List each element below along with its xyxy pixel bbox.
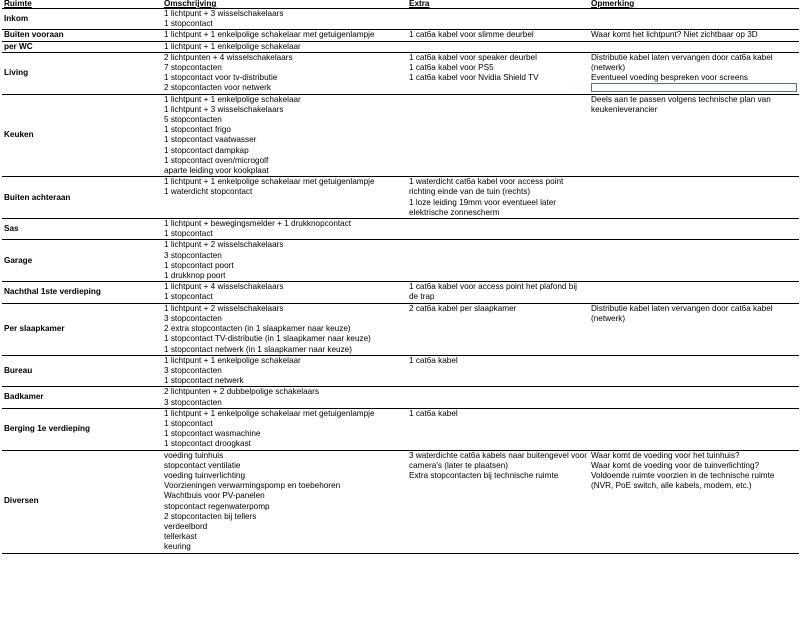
- omschrijving-line: 2 lichtpunten + 4 wisselschakelaars: [164, 52, 293, 62]
- extra-cell[interactable]: [407, 387, 589, 408]
- table-row: [2, 303, 799, 355]
- omschrijving-cell[interactable]: [162, 9, 407, 30]
- omschrijving-line: 5 stopcontacten: [164, 115, 222, 125]
- omschrijving-line: 1 lichtpunt + bewegingsmelder + 1 drukknopcontact: [164, 219, 352, 229]
- table-row: [2, 52, 799, 94]
- header-opmerking[interactable]: Opmerking: [589, 0, 799, 9]
- table-row: [2, 219, 799, 240]
- omschrijving-cell[interactable]: [162, 282, 407, 303]
- omschrijving-line: 1 stopcontact voor tv-distributie: [164, 73, 278, 83]
- opmerking-cell[interactable]: [589, 41, 799, 52]
- extra-line: 3 waterdichte cat6a kabels naar buitengevel voor camera's (later te plaatsen): [409, 450, 587, 470]
- extra-cell[interactable]: [407, 30, 589, 41]
- extra-line: Extra stopcontacten bij technische ruimte: [409, 470, 559, 480]
- omschrijving-line: 1 lichtpunt + 1 enkelpolige schakelaar met getuigenlampje: [164, 408, 375, 418]
- table-row: [2, 450, 799, 553]
- omschrijving-cell[interactable]: [162, 303, 407, 355]
- room-cell[interactable]: Per slaapkamer: [2, 303, 162, 355]
- opmerking-line: Distributie kabel laten vervangen door cat6a kabel (netwerk): [591, 303, 773, 323]
- omschrijving-line: aparte leiding voor kookplaat: [164, 166, 269, 176]
- opmerking-cell[interactable]: [589, 303, 799, 355]
- omschrijving-line: 1 waterdicht stopcontact: [164, 187, 253, 197]
- omschrijving-line: 1 stopcontact: [164, 418, 213, 428]
- header-extra[interactable]: Extra: [407, 0, 589, 9]
- opmerking-line: Waar komt de voeding voor de tuinverlichting?: [591, 460, 760, 470]
- omschrijving-line: voeding tuinhuis: [164, 450, 224, 460]
- omschrijving-line: 1 stopcontact netwerk: [164, 376, 244, 386]
- omschrijving-line: 1 lichtpunt + 1 enkelpolige schakelaar: [164, 41, 301, 51]
- extra-cell[interactable]: [407, 41, 589, 52]
- omschrijving-line: 1 stopcontact frigo: [164, 125, 231, 135]
- opmerking-cell[interactable]: [589, 219, 799, 240]
- omschrijving-line: Wachtbuis voor PV-panelen: [164, 491, 265, 501]
- extra-line: 1 cat6a kabel: [409, 408, 458, 418]
- table-row: [2, 177, 799, 219]
- extra-cell[interactable]: [407, 303, 589, 355]
- opmerking-cell[interactable]: [589, 408, 799, 450]
- omschrijving-line: 1 lichtpunt + 2 wisselschakelaars: [164, 240, 284, 250]
- omschrijving-cell[interactable]: [162, 408, 407, 450]
- table-row: [2, 41, 799, 52]
- omschrijving-line: 1 lichtpunt + 3 wisselschakelaars: [164, 104, 284, 114]
- opmerking-line: Deels aan te passen volgens technische plan van keukenleverancier: [591, 94, 771, 114]
- omschrijving-line: 3 stopcontacten: [164, 250, 222, 260]
- omschrijving-line: 1 stopcontact netwerk (in 1 slaapkamer naar keuze): [164, 344, 352, 354]
- room-cell[interactable]: per WC: [2, 41, 162, 52]
- opmerking-line: Voldoende ruimte voorzien in de technische ruimte (NVR, PoE switch, alle kabels, modem, etc.): [591, 470, 775, 491]
- omschrijving-line: 1 stopcontact vaatwasser: [164, 135, 257, 145]
- omschrijving-line: 2 lichtpunten + 2 dubbelpolige schakelaars: [164, 387, 319, 397]
- omschrijving-cell[interactable]: [162, 450, 407, 553]
- omschrijving-line: 1 stopcontact TV-distributie (in 1 slaapkamer naar keuze): [164, 334, 371, 344]
- omschrijving-line: 2 stopcontacten bij tellers: [164, 511, 257, 521]
- room-cell[interactable]: Keuken: [2, 94, 162, 177]
- table-row: [2, 387, 799, 408]
- omschrijving-cell[interactable]: [162, 387, 407, 408]
- omschrijving-line: stopcontact ventilatie: [164, 460, 241, 470]
- omschrijving-cell[interactable]: [162, 30, 407, 41]
- opmerking-cell[interactable]: [589, 94, 799, 177]
- extra-line: 2 cat6a kabel per slaapkamer: [409, 303, 517, 313]
- table-row: [2, 9, 799, 30]
- omschrijving-line: voeding tuinverlichting: [164, 470, 246, 480]
- opmerking-cell[interactable]: [589, 177, 799, 219]
- room-cell[interactable]: Nachthal 1ste verdieping: [2, 282, 162, 303]
- omschrijving-line: 1 stopcontact droogkast: [164, 439, 251, 449]
- selected-cell-highlight[interactable]: [591, 83, 797, 92]
- extra-cell[interactable]: [407, 177, 589, 219]
- extra-cell[interactable]: [407, 240, 589, 282]
- omschrijving-line: 2 stopcontacten voor netwerk: [164, 83, 271, 93]
- omschrijving-cell[interactable]: [162, 355, 407, 387]
- table-row: [2, 240, 799, 282]
- omschrijving-cell[interactable]: [162, 94, 407, 177]
- opmerking-line: Waar komt het lichtpunt? Niet zichtbaar op 3D: [591, 30, 758, 40]
- opmerking-cell[interactable]: [589, 282, 799, 303]
- omschrijving-line: 1 drukknop poort: [164, 271, 226, 281]
- omschrijving-line: 3 stopcontacten: [164, 365, 222, 375]
- opmerking-cell[interactable]: [589, 387, 799, 408]
- extra-cell[interactable]: [407, 9, 589, 30]
- opmerking-cell[interactable]: [589, 30, 799, 41]
- opmerking-cell[interactable]: [589, 450, 799, 553]
- table-row: [2, 408, 799, 450]
- table-row: [2, 94, 799, 177]
- omschrijving-line: 1 stopcontact dampkap: [164, 145, 249, 155]
- extra-line: 1 cat6a kabel voor PS5: [409, 63, 494, 73]
- room-cell[interactable]: Bureau: [2, 355, 162, 387]
- table-row: [2, 282, 799, 303]
- omschrijving-line: 1 stopcontact wasmachine: [164, 429, 261, 439]
- omschrijving-line: 1 lichtpunt + 1 enkelpolige schakelaar met getuigenlampje: [164, 30, 375, 40]
- omschrijving-line: 7 stopcontacten: [164, 63, 222, 73]
- omschrijving-line: 1 stopcontact: [164, 292, 213, 302]
- table-row: [2, 355, 799, 387]
- extra-line: 1 cat6a kabel voor slimme deurbel: [409, 30, 534, 40]
- room-cell[interactable]: Living: [2, 52, 162, 94]
- extra-cell[interactable]: [407, 408, 589, 450]
- omschrijving-cell[interactable]: [162, 219, 407, 240]
- table-row: [2, 30, 799, 41]
- extra-line: 1 cat6a kabel voor access point het plafond bij de trap: [409, 282, 577, 302]
- omschrijving-line: 3 stopcontacten: [164, 397, 222, 407]
- room-cell[interactable]: Inkom: [2, 9, 162, 30]
- omschrijving-cell[interactable]: [162, 52, 407, 94]
- omschrijving-line: verdeelbord: [164, 521, 208, 531]
- room-cell[interactable]: Buiten achteraan: [2, 177, 162, 219]
- omschrijving-cell[interactable]: [162, 240, 407, 282]
- room-cell[interactable]: Diversen: [2, 450, 162, 553]
- room-cell[interactable]: Garage: [2, 240, 162, 282]
- extra-cell[interactable]: [407, 52, 589, 94]
- spreadsheet-table: [2, 0, 799, 554]
- opmerking-cell[interactable]: [589, 9, 799, 30]
- omschrijving-line: 1 lichtpunt + 4 wisselschakelaars: [164, 282, 284, 292]
- extra-line: 1 cat6a kabel: [409, 355, 458, 365]
- omschrijving-line: 3 stopcontacten: [164, 313, 222, 323]
- room-cell[interactable]: Badkamer: [2, 387, 162, 408]
- extra-cell[interactable]: [407, 219, 589, 240]
- omschrijving-line: 1 stopcontact poort: [164, 260, 234, 270]
- omschrijving-line: 1 stopcontact oven/microgolf: [164, 155, 269, 165]
- omschrijving-line: stopcontact regenwaterpomp: [164, 501, 270, 511]
- omschrijving-line: Voorzieningen verwarmingspomp en toebehoren: [164, 481, 341, 491]
- opmerking-cell[interactable]: [589, 355, 799, 387]
- extra-cell[interactable]: [407, 282, 589, 303]
- omschrijving-line: 1 lichtpunt + 3 wisselschakelaars: [164, 9, 284, 18]
- room-cell[interactable]: Buiten vooraan: [2, 30, 162, 41]
- room-cell[interactable]: Sas: [2, 219, 162, 240]
- omschrijving-line: tellerkast: [164, 532, 197, 542]
- omschrijving-line: 1 stopcontact: [164, 19, 213, 29]
- extra-cell[interactable]: [407, 450, 589, 553]
- opmerking-line: Eventueel voeding bespreken voor screens: [591, 73, 749, 83]
- omschrijving-line: 1 lichtpunt + 1 enkelpolige schakelaar: [164, 94, 301, 104]
- header-ruimte[interactable]: Ruimte: [2, 0, 162, 9]
- extra-line: 1 cat6a kabel voor speaker deurbel: [409, 52, 537, 62]
- omschrijving-line: 1 lichtpunt + 2 wisselschakelaars: [164, 303, 284, 313]
- header-omschrijving[interactable]: Omschrijving: [162, 0, 407, 9]
- extra-line: 1 loze leiding 19mm voor eventueel later elektrische zonnescherm: [409, 197, 557, 217]
- opmerking-cell[interactable]: [589, 240, 799, 282]
- extra-line: 1 waterdicht cat6a kabel voor access point richting einde van de tuin (rechts): [409, 177, 564, 197]
- omschrijving-line: 2 extra stopcontacten (in 1 slaapkamer naar keuze): [164, 324, 351, 334]
- extra-cell[interactable]: [407, 94, 589, 177]
- opmerking-cell[interactable]: [589, 52, 799, 94]
- omschrijving-line: keuring: [164, 542, 191, 552]
- omschrijving-line: 1 lichtpunt + 1 enkelpolige schakelaar: [164, 355, 301, 365]
- opmerking-line: Waar komt de voeding voor het tuinhuis?: [591, 450, 740, 460]
- omschrijving-line: 1 stopcontact: [164, 229, 213, 239]
- extra-line: 1 cat6a kabel voor Nvidia Shield TV: [409, 73, 539, 83]
- opmerking-line: Distributie kabel laten vervangen door cat6a kabel (netwerk): [591, 52, 773, 73]
- omschrijving-cell[interactable]: [162, 177, 407, 219]
- omschrijving-line: 1 lichtpunt + 1 enkelpolige schakelaar met getuigenlampje: [164, 177, 375, 187]
- omschrijving-cell[interactable]: [162, 41, 407, 52]
- room-cell[interactable]: Berging 1e verdieping: [2, 408, 162, 450]
- header-row: [2, 0, 799, 9]
- extra-cell[interactable]: [407, 355, 589, 387]
